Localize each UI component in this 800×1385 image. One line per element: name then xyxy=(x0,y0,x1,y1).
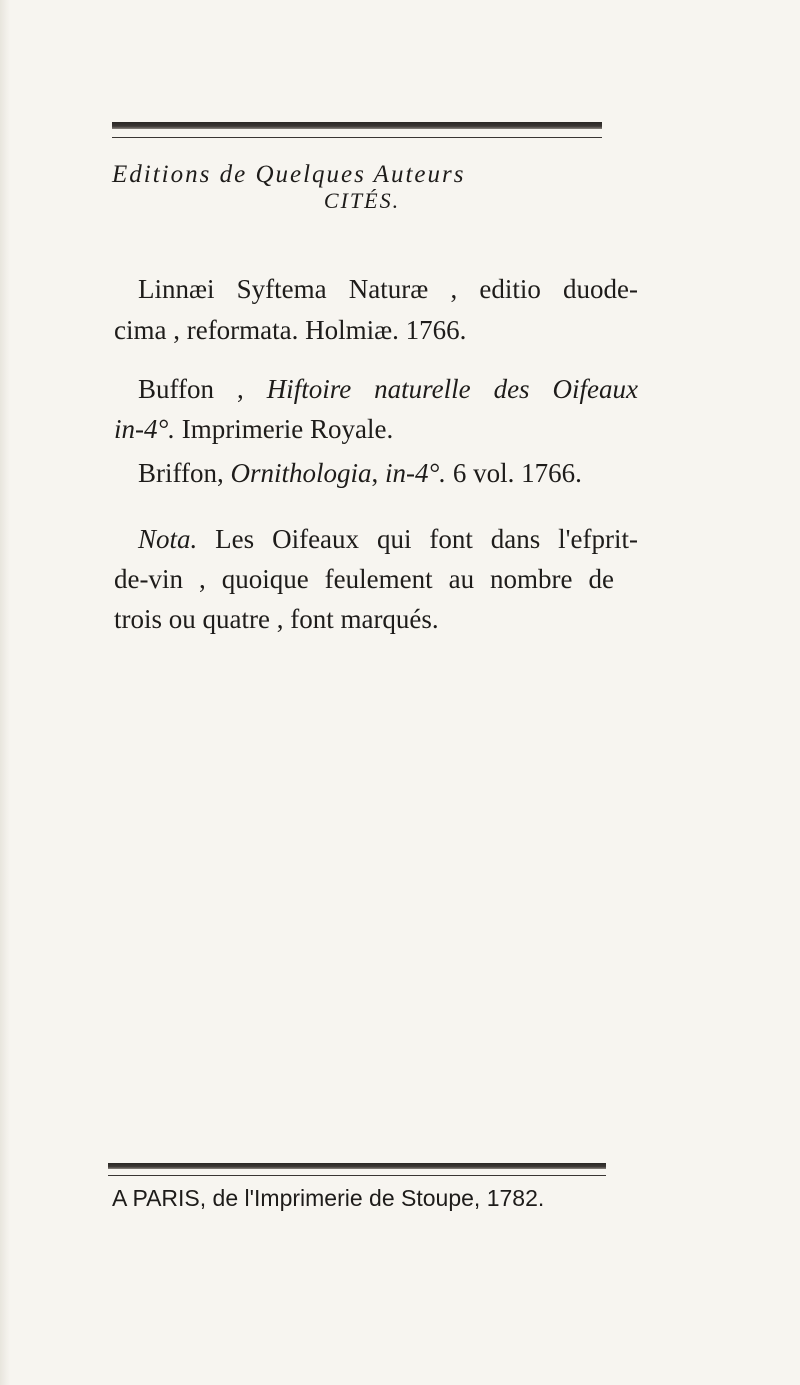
top-ornamental-rule xyxy=(112,122,602,129)
top-thin-rule xyxy=(112,137,602,138)
entry-buffon-format: in-4°. xyxy=(114,414,176,444)
imprint-line: A PARIS, de l'Imprimerie de Stoupe, 1782. xyxy=(112,1185,545,1211)
entry-brisson-comma: , xyxy=(371,458,386,488)
entry-brisson-title: Ornithologia xyxy=(230,458,372,488)
entry-buffon-author: Buffon , xyxy=(138,374,267,404)
nota-line1 xyxy=(114,518,638,561)
entry-brisson-rest: 6 vol. 1766. xyxy=(446,458,582,488)
entry-buffon-printer: Imprimerie Royale. xyxy=(175,414,394,444)
entry-linnaei-line1: Linnæi Syftema Naturæ , editio duode- xyxy=(138,274,638,304)
entry-buffon-line1 xyxy=(114,368,638,411)
section-heading xyxy=(112,160,612,190)
entry-brisson-author: Briffon, xyxy=(138,458,231,488)
heading-editions: Editions de xyxy=(112,161,248,188)
entry-linnaei-line2: cima , reformata. Holmiæ. 1766. xyxy=(114,315,467,345)
bottom-thin-rule xyxy=(108,1175,606,1176)
entry-buffon-title: Hiftoire naturelle des Oifeaux xyxy=(266,374,638,404)
heading-quelques: Quelques xyxy=(255,161,366,188)
page-edge-shadow xyxy=(0,0,10,1385)
nota-line2: de-vin , quoique feulement au nombre de xyxy=(114,564,614,594)
entry-brisson-format: in-4°. xyxy=(385,458,447,488)
nota-text-1: Les Oifeaux qui font dans l'efprit- xyxy=(197,524,638,554)
nota-line3: trois ou quatre , font marqués. xyxy=(114,604,439,634)
entry-brisson xyxy=(114,452,638,495)
nota-label: Nota. xyxy=(138,524,198,554)
heading-auteurs: Auteurs xyxy=(373,161,466,188)
bottom-ornamental-rule xyxy=(108,1163,606,1169)
section-subheading: CITÉS. xyxy=(323,188,401,213)
entry-buffon-line2 xyxy=(114,408,614,451)
